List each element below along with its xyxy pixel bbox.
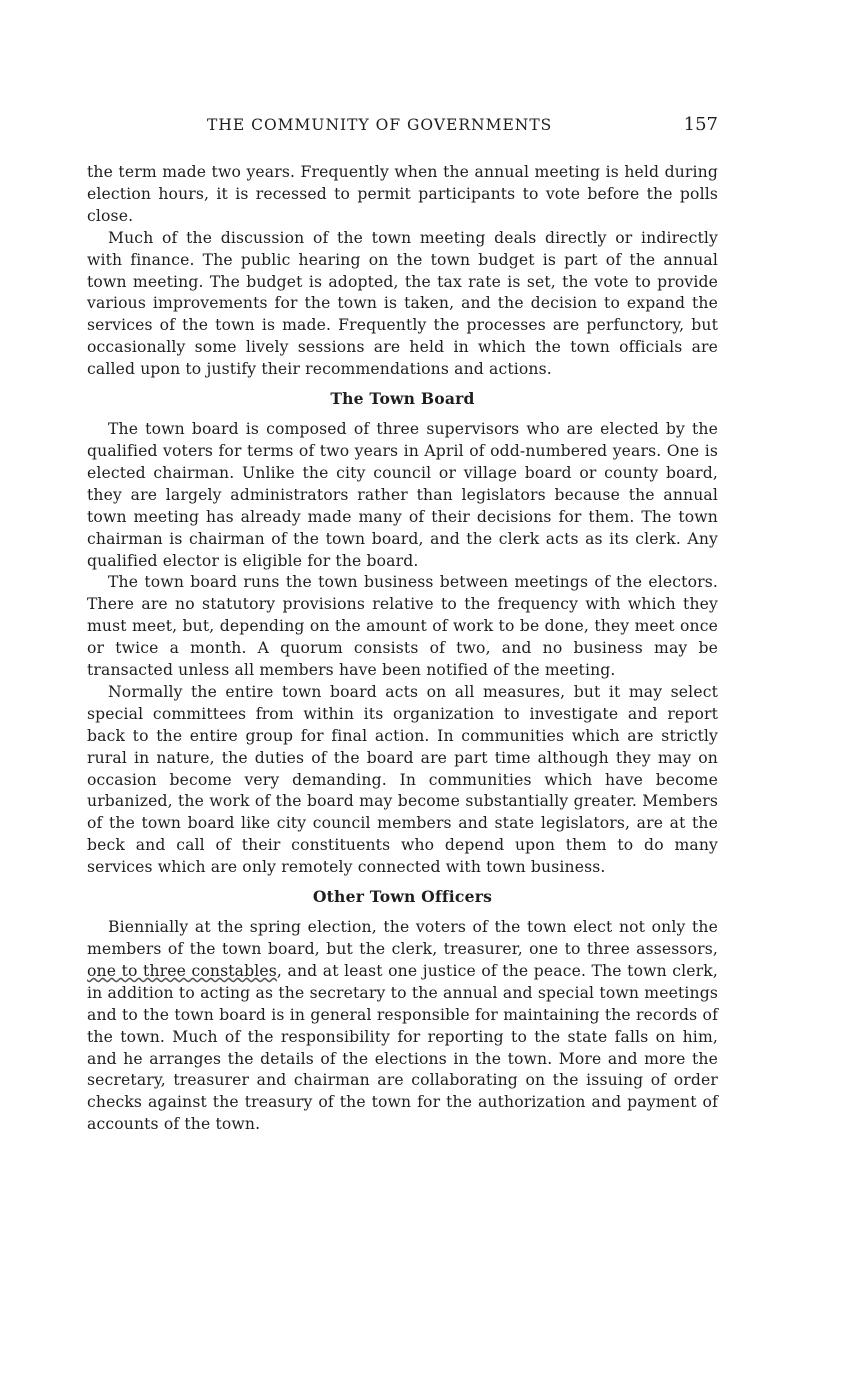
- paragraph-2: Much of the discussion of the town meeting deals directly or indirectly with finance. The public hearing on the town budget is part of the annual town meeting. The budget is adopted, the tax rate is set, the vote to provide various improvements for the town is taken, and the decision to expand the services of the town is made. Frequently the processes are perfunctory, but occasionally some lively sessions are held in which the town officials are called upon to justify their recommendations and actions.: [87, 228, 718, 379]
- running-title: THE COMMUNITY OF GOVERNMENTS: [207, 116, 553, 134]
- paragraph-6-end: , and at least one justice of the peace. The town clerk, in addition to acting as the secretary to the annual and special town meetings and to the town board is in general responsible for maintaining the records of the town. Much of the responsibility for reporting to the state falls on him, and he arranges the details of the elections in the town. More and more the secretary, treasurer and chairman are collaborating on the issuing of order checks against the treasury of the town for the authorization and payment of accounts of the town.: [87, 961, 718, 1134]
- paragraph-1: the term made two years. Frequently when the annual meeting is held during election hours, it is recessed to permit participants to vote before the polls close.: [87, 163, 718, 225]
- page-number: 157: [683, 114, 718, 135]
- underlined-phrase: one to three constables: [87, 961, 277, 980]
- section-heading-town-board: The Town Board: [330, 389, 475, 409]
- running-head: [87, 114, 718, 140]
- paragraph-5: Normally the entire town board acts on all measures, but it may select special committees from within its organization to investigate and report back to the entire group for final action. In communities which are strictly rural in nature, the duties of the board are part time although they may on occasion become very demanding. In communities which have become urbanized, the work of the board may become substantially greater. Members of the town board like city council members and state legislators, are at the beck and call of their constituents who depend upon them to do many services which are only remotely connected with town business.: [87, 682, 718, 877]
- paragraph-6-start: Biennially at the spring election, the voters of the town elect not only the members of the town board, but the clerk, treasurer, one to three assessors,: [87, 918, 718, 958]
- paragraph-3: The town board is composed of three supervisors who are elected by the qualified voters for terms of two years in April of odd-numbered years. One is elected chairman. Unlike the city council or village board or county board, they are largely administrators rather than legislators because the annual town meeting has already made many of their decisions for them. The town chairman is chairman of the town board, and the clerk acts as its clerk. Any qualified elector is eligible for the board.: [87, 420, 718, 570]
- document-page: [87, 114, 718, 1136]
- section-heading-other-officers: Other Town Officers: [312, 887, 493, 907]
- paragraph-6: [87, 917, 718, 1136]
- paragraph-4: The town board runs the town business between meetings of the electors. There are no statutory provisions relative to the frequency with which they must meet, but, depending on the amount of work to be done, they meet once or twice a month. A quorum consists of two, and no business may be transacted unless all members have been notified of the meeting.: [87, 573, 718, 680]
